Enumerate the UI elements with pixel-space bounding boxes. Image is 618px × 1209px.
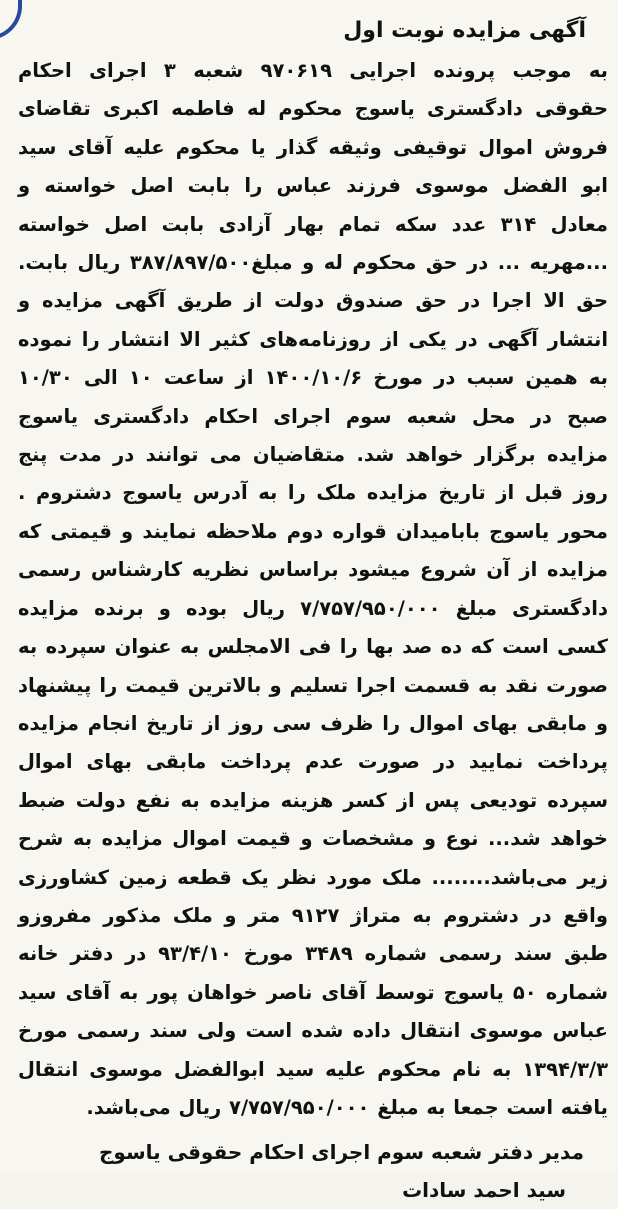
signatory-name: سید احمد سادات bbox=[402, 1178, 566, 1203]
auction-notice bbox=[14, 10, 608, 1203]
signature-block bbox=[14, 1133, 608, 1209]
notice-body: به موجب پرونده اجرایی ۹۷۰۶۱۹ شعبه ۳ اجرای احکام حقوقی دادگستری یاسوج محکوم له فاطمه اکبری تقاضای فروش اموال توقیفی وثیقه گذار یا محکوم علیه آقای سید ابو الفضل موسوی فرزند عباس را بابت اصل خواسته و معادل ۳۱۴ عدد سکه تمام بهار آزادی بابت اصل خواسته ...مهریه ... در حق محکوم له و مبلغ۳۸۷/۸۹۷/۵۰۰ ریال بابت. حق الا اجرا در حق صندوق دولت از طریق آگهی مزایده و انتشار آگهی در یکی از روزنامه‌های کثیر الا انتشار را نموده به همین سبب در مورخ ۱۴۰۰/۱۰/۶ از ساعت ۱۰ الی ۱۰/۳۰ صبح در محل شعبه سوم اجرای احکام دادگستری یاسوج مزایده برگزار خواهد شد. متقاضیان می توانند در مدت پنج روز قبل از تاریخ مزایده ملک را به آدرس یاسوج دشتروم . محور یاسوج بابامیدان قواره دوم ملاحظه نمایند و قیمتی که مزایده از آن شروع میشود براساس نظریه کارشناس رسمی دادگستری مبلغ ۷/۷۵۷/۹۵۰/۰۰۰ ریال بوده و برنده مزایده کسی است که ده صد بها را فی الامجلس به عنوان سپرده به صورت نقد به قسمت اجرا تسلیم و بالاترین قیمت را پیشنهاد و مابقی بهای اموال را ظرف سی روز از تاریخ انجام مزایده پرداخت نمایید در صورت عدم پرداخت مابقی بهای اموال سپرده تودیعی پس از کسر هزینه مزایده به نفع دولت ضبط خواهد شد... نوع و مشخصات و قیمت اموال مزایده به شرح زیر می‌باشد........ ملک مورد نظر یک قطعه زمین کشاورزی واقع در دشتروم به متراژ ۹۱۲۷ متر و ملک مذکور مفروزو طبق سند رسمی شماره ۳۴۸۹ مورخ ۹۳/۴/۱۰ در دفتر خانه شماره ۵۰ یاسوج توسط آقای ناصر خواهان پور به آقای سید عباس موسوی انتقال داده شده است ولی سند رسمی مورخ ۱۳۹۴/۳/۳ به نام محکوم علیه سید ابوالفضل موسوی انتقال یافته است جمعا به مبلغ ۷/۷۵۷/۹۵۰/۰۰۰ ریال می‌باشد. bbox=[18, 59, 608, 1119]
notice-title: آگهی مزایده نوبت اول bbox=[343, 18, 586, 43]
signatory-title: مدیر دفتر شعبه سوم اجرای احکام حقوقی یاسوج bbox=[99, 1140, 584, 1165]
